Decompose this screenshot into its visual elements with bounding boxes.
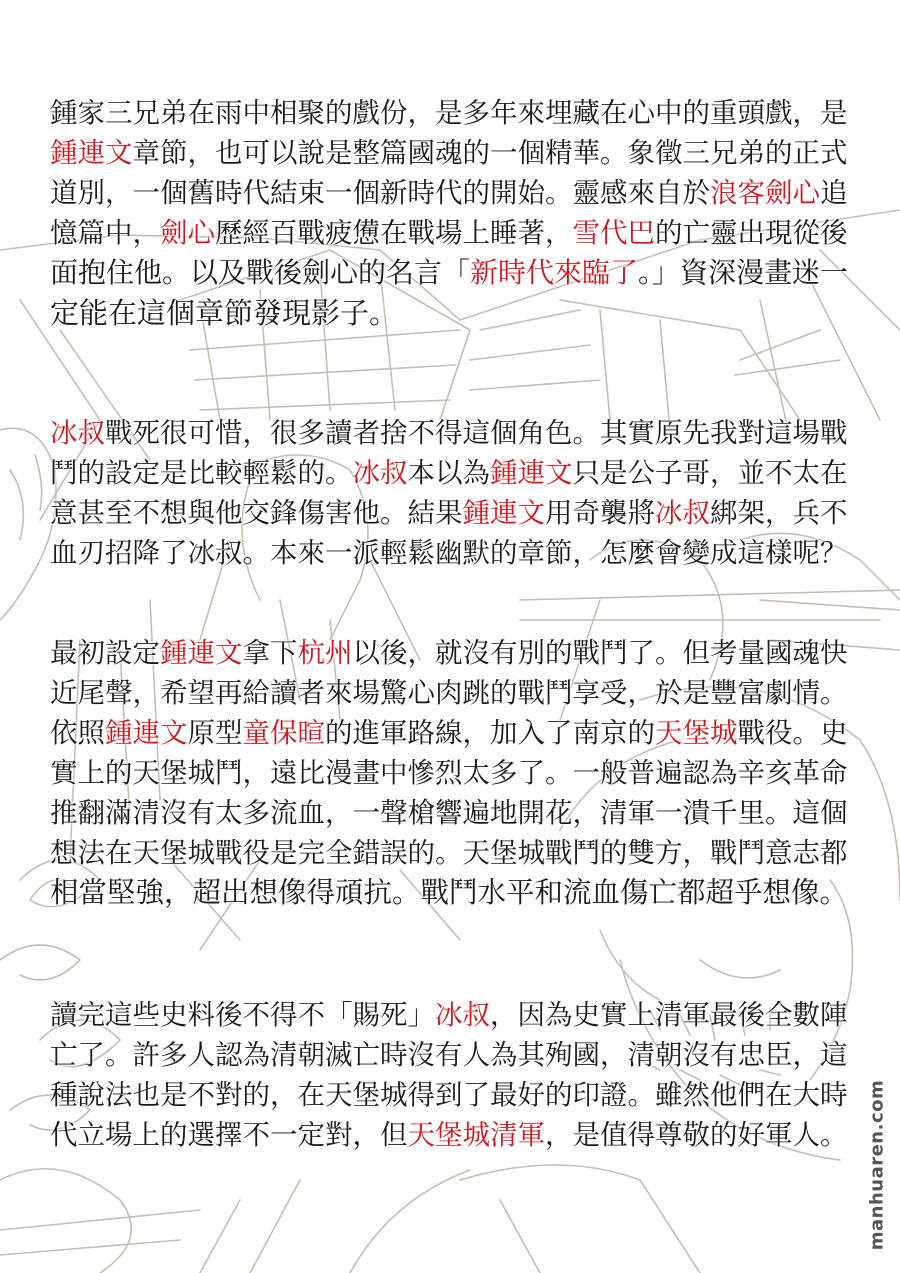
- text-line: [50, 873, 850, 913]
- highlighted-term: 天堡城: [655, 717, 738, 749]
- text-line: [50, 633, 850, 673]
- text-segment: 依照: [50, 717, 105, 749]
- highlighted-term: 杭州: [297, 637, 353, 669]
- highlighted-term: 鍾連文: [462, 497, 545, 529]
- text-segment: 面抱住他。以及戰後劍心的名言「: [50, 256, 471, 289]
- text-line: [50, 673, 850, 713]
- text-line: [50, 995, 850, 1035]
- text-segment: 讀完這些史料後不得不「賜死」: [50, 999, 435, 1031]
- text-segment: 道別，一個舊時代結束一個新時代的開始。靈感來自於: [50, 177, 710, 209]
- text-line: [50, 293, 850, 333]
- text-segment: 歷經百戰疲憊在戰場上睡著，: [215, 217, 573, 249]
- text-segment: 拿下: [242, 637, 298, 669]
- highlighted-term: 劍心: [160, 217, 215, 249]
- highlighted-term: 天堡城清軍: [407, 1119, 545, 1151]
- text-line: [50, 793, 850, 833]
- text-segment: 綁架，兵不: [710, 497, 848, 529]
- text-line: [50, 713, 850, 753]
- text-segment: 戰役。史: [737, 717, 848, 749]
- highlighted-term: 浪客劍心: [710, 177, 820, 209]
- text-segment: 亡了。許多人認為清朝滅亡時沒有人為其殉國，清朝沒有忠臣，這: [50, 1039, 848, 1071]
- text-segment: 的亡靈出現從後: [655, 217, 848, 249]
- highlighted-term: 鍾連文: [105, 717, 188, 749]
- text-segment: 追: [820, 177, 848, 209]
- text-segment: 憶篇中，: [50, 217, 160, 249]
- text-segment: 用奇襲將: [545, 497, 655, 529]
- highlighted-term: 冰叔: [50, 417, 105, 449]
- text-segment: 只是公子哥，並不太在: [572, 457, 848, 489]
- text-line: [50, 533, 850, 573]
- highlighted-term: 冰叔: [435, 999, 490, 1031]
- text-line: [50, 1075, 850, 1115]
- highlighted-term: 鍾連文: [490, 457, 573, 489]
- text-segment: 定能在這個章節發現影子。: [50, 296, 399, 330]
- text-segment: 鬥的設定是比較輕鬆的。: [50, 457, 353, 489]
- text-segment: 意甚至不想與他交鋒傷害他。結果: [50, 497, 463, 529]
- text-segment: 血刃招降了冰叔。本來一派輕鬆幽默的章節，怎麼會變成這樣呢？: [50, 537, 848, 569]
- text-segment: 最初設定: [50, 637, 160, 669]
- text-segment: ，是值得尊敬的好軍人。: [545, 1119, 848, 1151]
- watermark: [862, 1060, 892, 1270]
- text-segment: 的進軍路線，加入了南京的: [325, 717, 655, 749]
- highlighted-term: 冰叔: [655, 497, 710, 529]
- text-segment: 章節，也可以說是整篇國魂的一個精華。象徵三兄弟的正式: [132, 137, 848, 169]
- text-segment: 本以為: [407, 457, 490, 489]
- text-segment: 鍾家三兄弟在雨中相聚的戲份，是多年來埋藏在心中的重頭戲，是: [50, 97, 848, 129]
- text-segment: 種說法也是不對的，在天堡城得到了最好的印證。雖然他們在大時: [50, 1079, 848, 1111]
- text-segment: 相當堅強，超出想像得頑抗。戰鬥水平和流血傷亡都超乎想像。: [50, 876, 849, 909]
- highlighted-term: 鍾連文: [160, 637, 243, 669]
- watermark-text: manhuaren.com: [866, 1079, 888, 1251]
- text-segment: ，因為史實上清軍最後全數陣: [490, 999, 848, 1031]
- text-line: [50, 173, 850, 213]
- text-line: [50, 413, 850, 453]
- text-segment: 推翻滿清沒有太多流血，一聲槍響遍地開花，清軍一潰千里。這個: [50, 797, 848, 829]
- text-line: [50, 833, 850, 873]
- text-line: [50, 93, 850, 133]
- text-line: [50, 1035, 850, 1075]
- highlighted-term: 冰叔: [352, 457, 408, 489]
- text-segment: 近尾聲，希望再給讀者來場驚心肉跳的戰鬥享受，於是豐富劇情。: [50, 677, 848, 709]
- text-line: [50, 253, 850, 293]
- text-segment: 實上的天堡城鬥，遠比漫畫中慘烈太多了。一般普遍認為辛亥革命: [50, 757, 848, 789]
- text-line: [50, 753, 850, 793]
- text-line: [50, 1115, 850, 1155]
- text-segment: 代立場上的選擇不一定對，但: [50, 1119, 408, 1151]
- text-line: [50, 493, 850, 533]
- highlighted-term: 鍾連文: [50, 137, 133, 169]
- text-line: [50, 453, 850, 493]
- text-segment: 想法在天堡城戰役是完全錯誤的。天堡城戰鬥的雙方，戰鬥意志都: [50, 837, 848, 869]
- text-segment: 。」資深漫畫迷一: [638, 256, 849, 289]
- highlighted-term: 新時代來臨了: [470, 256, 639, 289]
- highlighted-term: 雪代巴: [572, 217, 655, 249]
- text-segment: 原型: [187, 717, 243, 749]
- highlighted-term: 童保暄: [242, 717, 325, 749]
- text-segment: 以後，就沒有別的戰鬥了。但考量國魂快: [352, 637, 848, 669]
- text-segment: 戰死很可惜，很多讀者捨不得這個角色。其實原先我對這場戰: [105, 417, 848, 449]
- text-line: [50, 133, 850, 173]
- text-line: [50, 213, 850, 253]
